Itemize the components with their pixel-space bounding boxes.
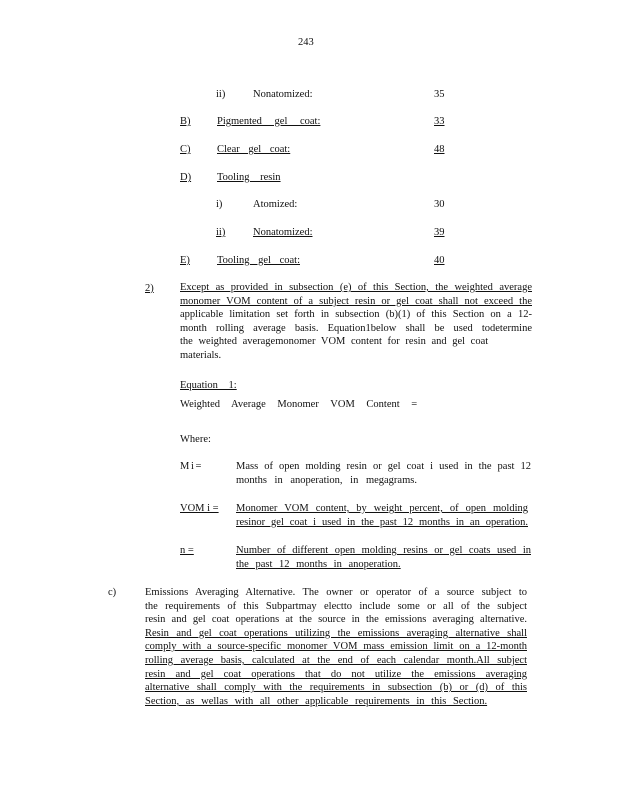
definition-line: the past 12 months in anoperation.	[236, 558, 401, 570]
list-label: Tooling resin	[217, 172, 281, 183]
list-value: 33	[434, 116, 445, 127]
text-line: comply with a source-specific monomer VOM mass emission limit on a 12-month	[145, 641, 527, 653]
where-label: Where:	[180, 434, 211, 445]
list-marker: B)	[180, 116, 191, 127]
list-value: 39	[434, 227, 445, 238]
list-marker: E)	[180, 255, 190, 266]
text-line: Except as provided in subsection (e) of this Section, the weighted average	[180, 282, 532, 293]
text-line: rolling average basis, calculated at the end of each calendar month.All subject	[145, 654, 527, 666]
definition-term: VOM i =	[180, 503, 219, 514]
list-value: 35	[434, 89, 445, 100]
text-line: resin and gel coat operations at the source in the emissions averaging alternative.	[145, 614, 527, 626]
text-line: month rolling average basis. Equation1below shall be used todetermine	[180, 322, 532, 334]
list-marker: C)	[180, 144, 191, 155]
text-line: applicable limitation set forth in subsection (b)(1) of this Section on a 12-	[180, 309, 532, 321]
text-line: materials.	[180, 349, 222, 361]
section-c-body	[145, 586, 527, 708]
text-line: Emissions Averaging Alternative. The owner or operator of a source subject to	[145, 587, 527, 598]
list-label: Clear gel coat:	[217, 144, 291, 155]
definition-line: Mass of open molding resin or gel coat i used in the past 12	[236, 461, 531, 472]
list-label: Nonatomized:	[253, 89, 313, 100]
definition-line: Monomer VOM content, by weight percent, of open molding	[236, 503, 528, 514]
section-marker: c)	[108, 587, 117, 598]
list-marker: ii)	[216, 227, 226, 238]
list-label: Nonatomized:	[253, 227, 313, 238]
list-value: 40	[434, 255, 445, 266]
definition-term: M i =	[180, 461, 201, 472]
text-line: resin and gel coat operations that do not utilize the emissions averaging	[145, 668, 527, 680]
list-marker: i)	[216, 199, 223, 210]
text-line: Section, as wellas with all other applicable requirements in this Section.	[145, 695, 488, 707]
paragraph-2-body	[180, 281, 532, 363]
definition-line: Number of different open molding resins or gel coats used in	[236, 545, 531, 556]
definition-term: n =	[180, 545, 194, 556]
text-line: the requirements of this Subpartmay electto include some or all of the subject	[145, 600, 527, 612]
equation-text: Weighted Average Monomer VOM Content =	[180, 399, 418, 410]
list-marker: ii)	[216, 89, 226, 100]
list-marker: D)	[180, 172, 192, 183]
list-label: Tooling gel coat:	[217, 255, 300, 266]
text-line: alternative shall comply with the requirements in subsection (b) or (d) of this	[145, 682, 527, 694]
text-line: Resin and gel coat operations utilizing the emissions averaging alternative shall	[145, 627, 527, 639]
list-label: Pigmented gel coat:	[217, 116, 321, 127]
list-value: 48	[434, 144, 445, 155]
page-number: 243	[298, 37, 314, 48]
equation-label: Equation 1:	[180, 380, 237, 391]
definition-line: resinor gel coat i used in the past 12 months in an operation.	[236, 516, 528, 528]
paragraph-marker: 2)	[145, 283, 154, 294]
list-label: Atomized:	[253, 199, 298, 210]
list-value: 30	[434, 199, 445, 210]
definition-line: months in anoperation, in megagrams.	[236, 474, 417, 486]
text-line: the weighted averagemonomer VOM content for resin and gel coat	[180, 336, 489, 348]
text-line: monomer VOM content of a subject resin or gel coat shall not exceed the	[180, 295, 532, 307]
